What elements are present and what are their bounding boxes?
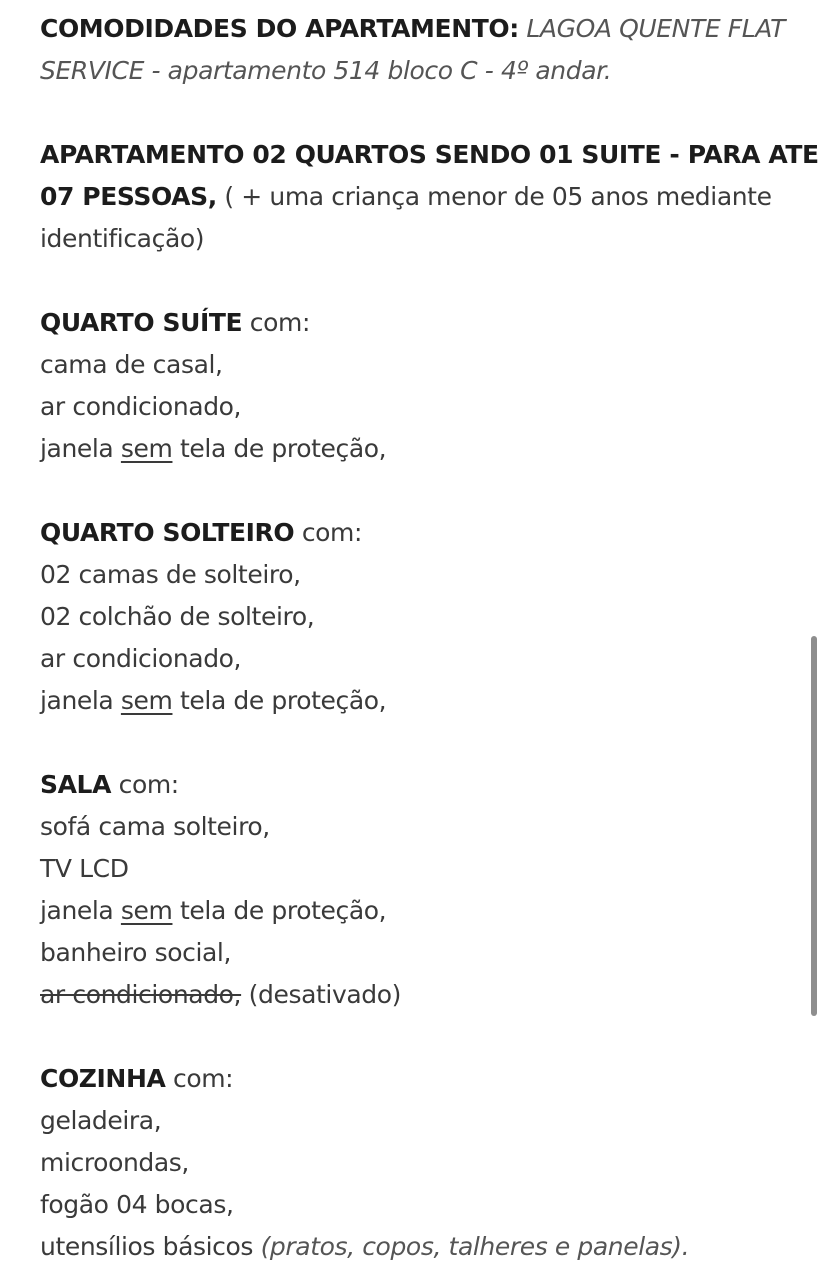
list-item: banheiro social, — [40, 938, 231, 967]
list-item: geladeira, — [40, 1106, 162, 1135]
struck-text: ar condicionado, — [40, 980, 242, 1009]
scrollbar-thumb[interactable] — [811, 636, 817, 1016]
kitchen-section — [40, 1058, 800, 1268]
suite-title: QUARTO SUÍTE — [40, 308, 243, 337]
list-item: fogão 04 bocas, — [40, 1190, 234, 1219]
window-text: janela — [40, 896, 114, 925]
list-item: TV LCD — [40, 854, 129, 883]
list-item — [40, 890, 800, 932]
apartment-heading-1: APARTAMENTO 02 QUARTOS SENDO 01 SUITE - PARA ATE — [40, 140, 819, 169]
list-item — [40, 1226, 800, 1268]
suite-section — [40, 302, 800, 470]
list-item: sofá cama solteiro, — [40, 812, 270, 841]
single-room-section — [40, 512, 800, 722]
intro-detail-1: LAGOA QUENTE FLAT — [526, 14, 786, 43]
apartment-heading-2: 07 PESSOAS, — [40, 182, 217, 211]
list-item — [40, 680, 800, 722]
intro-heading: COMODIDADES DO APARTAMENTO: — [40, 14, 519, 43]
intro-line-1 — [40, 8, 800, 50]
list-item: ar condicionado, — [40, 392, 242, 421]
kitchen-header — [40, 1058, 800, 1100]
window-text: tela de proteção, — [180, 686, 387, 715]
deactivated-note: (desativado) — [248, 980, 401, 1009]
intro-line-2 — [40, 50, 800, 92]
document-body — [40, 8, 819, 1268]
list-item: cama de casal, — [40, 350, 223, 379]
kitchen-title: COZINHA — [40, 1064, 166, 1093]
single-room-header — [40, 512, 800, 554]
single-room-title: QUARTO SOLTEIRO — [40, 518, 295, 547]
apartment-note-2: identificação) — [40, 224, 205, 253]
apartment-note-1: ( + uma criança menor de 05 anos mediante — [224, 182, 772, 211]
intro-detail-2: SERVICE - apartamento 514 bloco C - 4º andar. — [40, 56, 612, 85]
living-room-title: SALA — [40, 770, 112, 799]
living-room-header — [40, 764, 800, 806]
utensils-text: utensílios básicos — [40, 1232, 254, 1261]
window-text: janela — [40, 434, 114, 463]
utensils-detail: (pratos, copos, talheres e panelas). — [260, 1232, 690, 1261]
underlined-word: sem — [120, 434, 173, 463]
apartment-section — [40, 134, 819, 260]
kitchen-suffix: com: — [172, 1064, 234, 1093]
intro-section — [40, 8, 800, 92]
list-item — [40, 428, 800, 470]
list-item: ar condicionado, — [40, 644, 242, 673]
list-item: microondas, — [40, 1148, 189, 1177]
list-item: 02 colchão de solteiro, — [40, 602, 315, 631]
window-text: tela de proteção, — [180, 434, 387, 463]
suite-suffix: com: — [249, 308, 310, 337]
window-text: janela — [40, 686, 114, 715]
underlined-word: sem — [120, 896, 173, 925]
apartment-line-2 — [40, 176, 800, 218]
list-item: 02 camas de solteiro, — [40, 560, 301, 589]
suite-header — [40, 302, 800, 344]
single-room-suffix: com: — [301, 518, 363, 547]
underlined-word: sem — [120, 686, 173, 715]
living-room-suffix: com: — [118, 770, 179, 799]
living-room-section — [40, 764, 800, 1016]
list-item — [40, 974, 800, 1016]
window-text: tela de proteção, — [180, 896, 387, 925]
